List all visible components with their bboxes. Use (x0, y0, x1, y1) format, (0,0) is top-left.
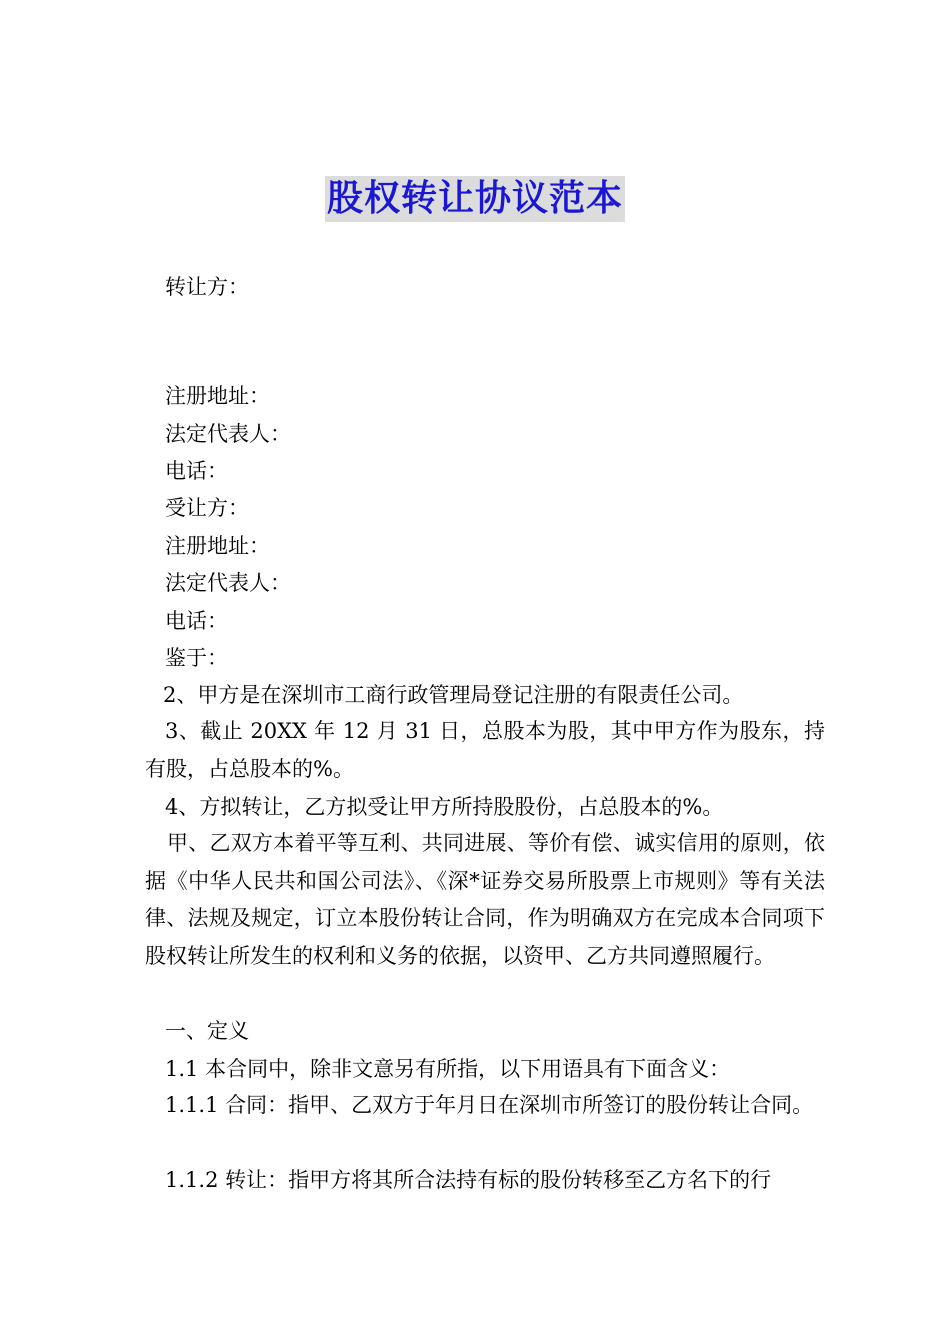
transferee-phone: 电话： (165, 609, 228, 633)
clause-1-1-2: 1.1.2 转让：指甲方将其所合法持有标的股份转移至乙方名下的行 (165, 1168, 772, 1192)
item-2: 2、甲方是在深圳市工商行政管理局登记注册的有限责任公司。 (163, 683, 744, 707)
transferor-label: 转让方： (165, 275, 249, 299)
preamble-paragraph: 甲、乙双方本着平等互利、共同进展、等价有偿、诚实信用的原则，依据《中华人民共和国公司法》、《深*证券交易所股票上市规则》等有关法律、法规及规定，订立本股份转让合同，作为明确双方在完成本合同项下股权转让所发生的权利和义务的依据，以资甲、乙方共同遵照履行。 (145, 831, 825, 968)
item-3: 3、截止 20XX 年 12 月 31 日，总股本为股，其中甲方作为股东，持有股，占总股本的%。 (145, 719, 825, 781)
transferor-phone: 电话： (165, 459, 228, 483)
clause-1-1: 1.1 本合同中，除非文意另有所指，以下用语具有下面含义： (165, 1057, 731, 1081)
transferor-rep: 法定代表人： (165, 422, 291, 446)
section-definitions-heading: 一、定义 (165, 1019, 249, 1043)
item-4: 4、方拟转让，乙方拟受让甲方所持股股份，占总股本的%。 (165, 795, 724, 819)
whereas-label: 鉴于： (165, 646, 228, 670)
document-title: 股权转让协议范本 (325, 176, 625, 222)
transferee-label: 受让方： (165, 496, 249, 520)
transferee-address: 注册地址： (165, 534, 270, 558)
transferor-address: 注册地址： (165, 384, 270, 408)
title-container (0, 176, 950, 222)
clause-1-1-1: 1.1.1 合同：指甲、乙双方于年月日在深圳市所签订的股份转让合同。 (165, 1093, 814, 1117)
transferee-rep: 法定代表人： (165, 571, 291, 595)
